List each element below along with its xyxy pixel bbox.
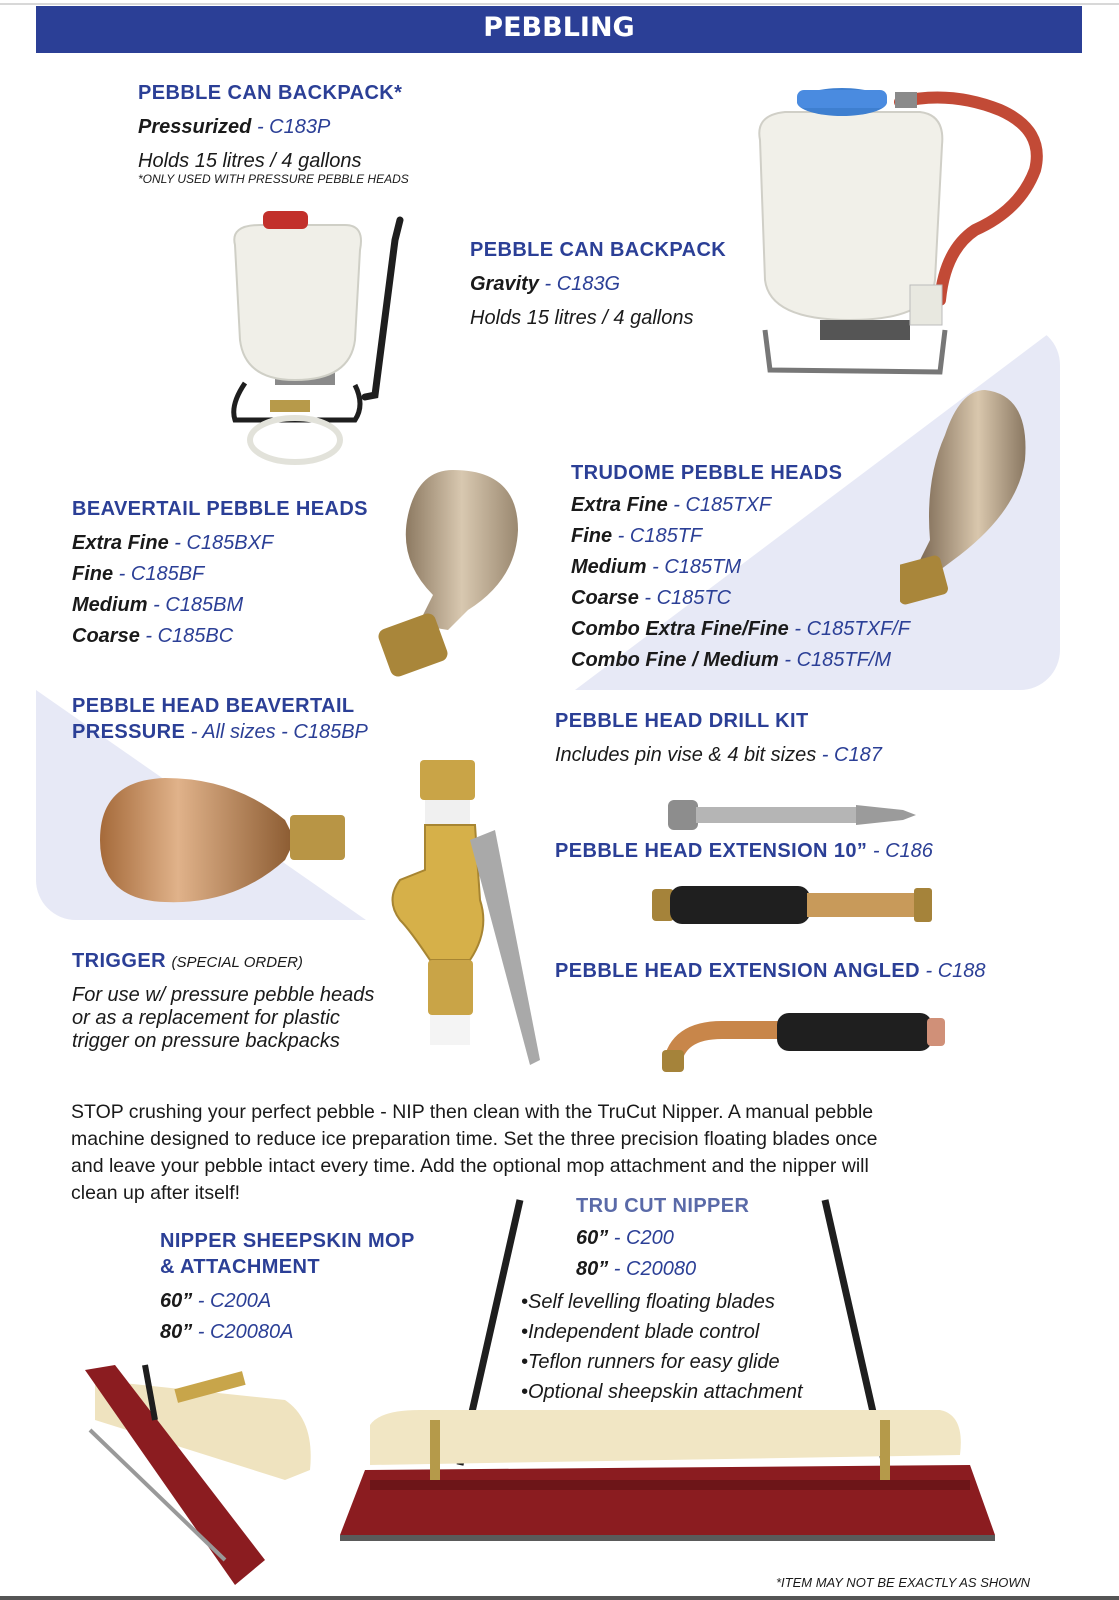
product-code: C185BC xyxy=(157,625,234,647)
section-title: BEAVERTAIL PEBBLE HEADS xyxy=(72,498,368,520)
product-code: C185TC xyxy=(656,587,732,609)
variant-line xyxy=(470,271,726,297)
list-item xyxy=(72,561,368,587)
variant-line xyxy=(138,114,409,140)
variant-label: Pressurized xyxy=(138,116,252,138)
separator: - xyxy=(139,625,158,647)
section-title-line1: PEBBLE HEAD BEAVERTAIL xyxy=(72,695,355,717)
product-code: C20080 xyxy=(626,1258,697,1280)
tru-cut-nipper-image xyxy=(340,1195,1000,1575)
separator: - xyxy=(538,273,557,295)
pressure-beavertail-image xyxy=(95,770,355,920)
title-line2-text: PRESSURE xyxy=(72,721,186,743)
section-title: PEBBLE HEAD DRILL KIT xyxy=(555,710,809,732)
list-item xyxy=(571,492,910,518)
section-title: PEBBLE CAN BACKPACK xyxy=(470,239,727,261)
beavertail-head-image xyxy=(378,470,528,690)
product-code: C186 xyxy=(885,840,933,862)
product-code: C20080A xyxy=(210,1321,294,1343)
section-beavertail-heads xyxy=(72,496,368,654)
section-title: PEBBLE CAN BACKPACK* xyxy=(138,82,403,104)
trigger-desc-line1: For use w/ pressure pebble heads xyxy=(72,984,375,1006)
item-label: Medium xyxy=(571,556,647,578)
bottom-rule xyxy=(0,1596,1119,1600)
item-label: Medium xyxy=(72,594,148,616)
separator: - xyxy=(867,840,886,862)
product-code: C185TM xyxy=(664,556,742,578)
feature-item: •Teflon runners for easy glide xyxy=(521,1351,780,1373)
feature-item: •Self levelling floating blades xyxy=(521,1291,775,1313)
extension-angled-image xyxy=(662,1010,952,1075)
item-label: 60” xyxy=(576,1227,609,1249)
item-label: Combo Fine / Medium xyxy=(571,649,779,671)
item-label: Coarse xyxy=(571,587,639,609)
sizes-text: All sizes xyxy=(202,721,276,743)
item-label: Extra Fine xyxy=(72,532,169,554)
feature-item: •Optional sheepskin attachment xyxy=(521,1381,803,1403)
extension-10-image xyxy=(652,883,937,928)
section-beavertail-pressure xyxy=(72,693,368,745)
section-title-line xyxy=(72,948,374,976)
item-label: 80” xyxy=(576,1258,609,1280)
special-order-note: (SPECIAL ORDER) xyxy=(171,954,303,971)
section-backpack-gravity xyxy=(470,237,726,331)
section-trigger xyxy=(72,948,374,1053)
separator: - xyxy=(192,1321,211,1343)
section-title-line1: NIPPER SHEEPSKIN MOP xyxy=(160,1230,415,1252)
section-title: TRIGGER xyxy=(72,950,166,972)
desc-text: Includes pin vise & 4 bit sizes xyxy=(555,744,817,766)
list-item xyxy=(571,647,910,673)
product-code: C200A xyxy=(210,1290,272,1312)
separator: - xyxy=(788,618,807,640)
nipper-description xyxy=(71,1099,1071,1207)
item-label: Extra Fine xyxy=(571,494,668,516)
section-trudome-heads xyxy=(571,460,910,678)
section-drill-kit xyxy=(555,708,882,768)
separator: - xyxy=(608,1258,627,1280)
product-code: C185BXF xyxy=(186,532,274,554)
separator: - xyxy=(646,556,665,578)
list-item xyxy=(571,616,910,642)
product-code: C185TXF/F xyxy=(806,618,910,640)
product-code: C183G xyxy=(556,273,621,295)
item-label: Combo Extra Fine/Fine xyxy=(571,618,789,640)
list-item xyxy=(571,554,910,580)
product-code: C188 xyxy=(937,960,986,982)
disclaimer-footnote: *ITEM MAY NOT BE EXACTLY AS SHOWN xyxy=(776,1575,1031,1590)
section-title: PEBBLE HEAD EXTENSION 10” xyxy=(555,840,868,862)
product-code: C200 xyxy=(626,1227,674,1249)
list-item xyxy=(72,592,368,618)
trigger-image xyxy=(380,760,560,1080)
section-title-line2 xyxy=(72,719,368,745)
product-code: C187 xyxy=(834,744,882,766)
paragraph-line3: and leave your pebble intact every time. Add the optional mop attachment and the nipper will xyxy=(71,1155,869,1177)
paragraph-line2: machine designed to reduce ice preparation time. Set the three precision floating blades once xyxy=(71,1128,878,1150)
separator: - xyxy=(251,116,270,138)
feature-item: •Independent blade control xyxy=(521,1321,760,1343)
variant-label: Gravity xyxy=(470,273,539,295)
product-code: C185BP xyxy=(293,721,368,743)
separator: - xyxy=(147,594,166,616)
separator: - xyxy=(816,744,835,766)
list-item xyxy=(72,623,368,649)
separator: - xyxy=(778,649,797,671)
product-code: C185TXF xyxy=(685,494,772,516)
separator: - xyxy=(113,563,131,585)
separator: - xyxy=(612,525,630,547)
separator: - xyxy=(638,587,657,609)
section-title-line xyxy=(555,838,933,864)
drill-kit-desc xyxy=(555,742,882,768)
separator: - xyxy=(192,1290,211,1312)
section-title: PEBBLE HEAD EXTENSION ANGLED xyxy=(555,960,920,982)
item-label: Fine xyxy=(72,563,114,585)
section-extension-angled xyxy=(555,958,986,984)
product-code: C183P xyxy=(269,116,331,138)
trigger-desc-line3: trigger on pressure backpacks xyxy=(72,1030,340,1052)
section-backpack-pressurized xyxy=(138,80,409,186)
section-title-line2: & ATTACHMENT xyxy=(160,1256,320,1278)
list-item xyxy=(571,585,910,611)
product-code: C185TF/M xyxy=(796,649,892,671)
separator: - xyxy=(608,1227,627,1249)
paragraph-line1: STOP crushing your perfect pebble - NIP then clean with the TruCut Nipper. A manual pebble xyxy=(71,1101,874,1123)
pressure-note: *ONLY USED WITH PRESSURE PEBBLE HEADS xyxy=(138,172,409,186)
top-rule xyxy=(0,3,1119,5)
item-label: 60” xyxy=(160,1290,193,1312)
product-code: C185BM xyxy=(165,594,244,616)
item-label: Fine xyxy=(571,525,613,547)
capacity-text: Holds 15 litres / 4 gallons xyxy=(138,150,362,172)
capacity-text: Holds 15 litres / 4 gallons xyxy=(470,307,694,329)
separator: - xyxy=(275,721,294,743)
trigger-desc-line2: or as a replacement for plastic xyxy=(72,1007,340,1029)
separator: - xyxy=(185,721,203,743)
product-code: C185TF xyxy=(629,525,703,547)
gravity-backpack-image xyxy=(750,80,1060,385)
list-item xyxy=(72,530,368,556)
section-extension-10 xyxy=(555,838,933,864)
section-title: TRUDOME PEBBLE HEADS xyxy=(571,462,843,484)
section-title: TRU CUT NIPPER xyxy=(576,1195,750,1217)
item-label: Coarse xyxy=(72,625,140,647)
mop-attachment-image xyxy=(85,1360,320,1590)
paragraph-line4: clean up after itself! xyxy=(71,1182,241,1204)
section-title-line xyxy=(555,958,986,984)
list-item xyxy=(571,523,910,549)
separator: - xyxy=(919,960,938,982)
item-label: 80” xyxy=(160,1321,193,1343)
separator: - xyxy=(168,532,187,554)
separator: - xyxy=(667,494,686,516)
trudome-head-image xyxy=(900,390,1040,620)
product-code: C185BF xyxy=(130,563,205,585)
page-title-banner: PEBBLING xyxy=(36,6,1082,53)
pressurized-backpack-image xyxy=(215,205,425,467)
drill-kit-image xyxy=(668,795,918,835)
